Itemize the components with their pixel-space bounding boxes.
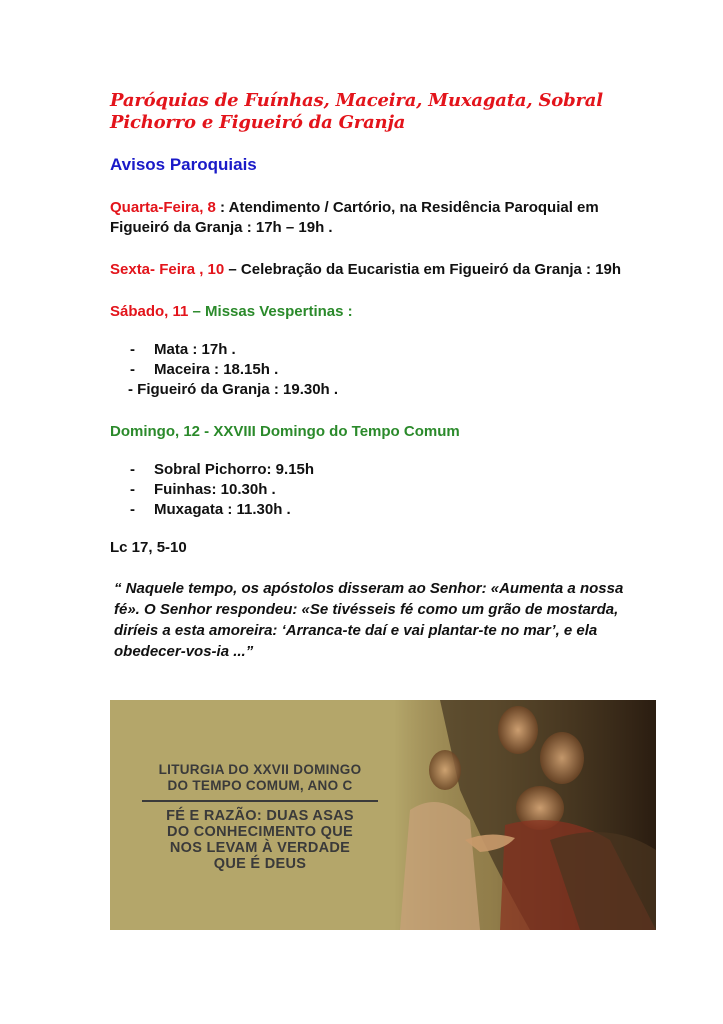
section-subtitle: Avisos Paroquiais (110, 155, 257, 174)
parish-title-line1: Paróquias de Fuínhas, Maceira, Muxagata, Sobral (110, 90, 603, 111)
notice-friday (110, 260, 630, 280)
banner-line1: LITURGIA DO XXVII DOMINGO (158, 762, 362, 777)
gospel-quote: “ Naquele tempo, os apóstolos disseram ao Senhor: «Aumenta a nossa fé». O Senhor respondeu: «Se tivésseis fé como um grão de mostarda, diríeis a esta amoreira: ‘Arranca-te daí e vai plantar-te no mar’, e ela obedecer-vos-ia ...” (114, 580, 624, 660)
notice-wednesday-day: Quarta-Feira, 8 (110, 199, 216, 216)
sunday-mass-list (110, 460, 630, 520)
list-item: - Fuinhas: 10.30h . (130, 481, 276, 498)
notice-friday-day: Sexta- Feira , 10 (110, 261, 225, 278)
banner-line5: NOS LEVAM À VERDADE (169, 840, 351, 856)
parish-title-line2: Pichorro e Figueiró da Granja (110, 112, 406, 133)
bulletin-page (110, 90, 630, 662)
saturday-mass-list (110, 340, 630, 400)
banner-text (110, 762, 410, 872)
banner-line3: FÉ E RAZÃO: DUAS ASAS (166, 808, 354, 824)
banner-line4: DO CONHECIMENTO QUE (167, 824, 353, 840)
notice-sunday-day: Domingo, 12 - XXVIII Domingo do Tempo Comum (110, 423, 460, 440)
banner-line2: DO TEMPO COMUM, ANO C (167, 778, 353, 793)
list-item: - Sobral Pichorro: 9.15h (130, 461, 315, 478)
list-item: - Maceira : 18.15h . (130, 361, 279, 378)
banner-divider (142, 800, 378, 802)
notice-friday-text: – Celebração da Eucaristia em Figueiró da Granja : 19h (224, 261, 622, 278)
notice-saturday (110, 302, 630, 322)
liturgy-banner (110, 700, 656, 930)
notice-saturday-day: Sábado, 11 (110, 303, 189, 320)
list-item: - Figueiró da Granja : 19.30h . (128, 381, 339, 398)
banner-line6: QUE É DEUS (213, 856, 307, 872)
list-item: - Muxagata : 11.30h . (130, 501, 291, 518)
parish-title (110, 90, 630, 134)
gospel-reference: Lc 17, 5-10 (110, 539, 187, 556)
notice-wednesday-text: : Atendimento / Cartório, na Residência Paroquial em Figueiró da Granja : 17h – 19h . (110, 199, 599, 236)
notice-saturday-text: – Missas Vespertinas : (188, 303, 353, 320)
notice-wednesday (110, 198, 630, 238)
list-item: - Mata : 17h . (130, 341, 236, 358)
